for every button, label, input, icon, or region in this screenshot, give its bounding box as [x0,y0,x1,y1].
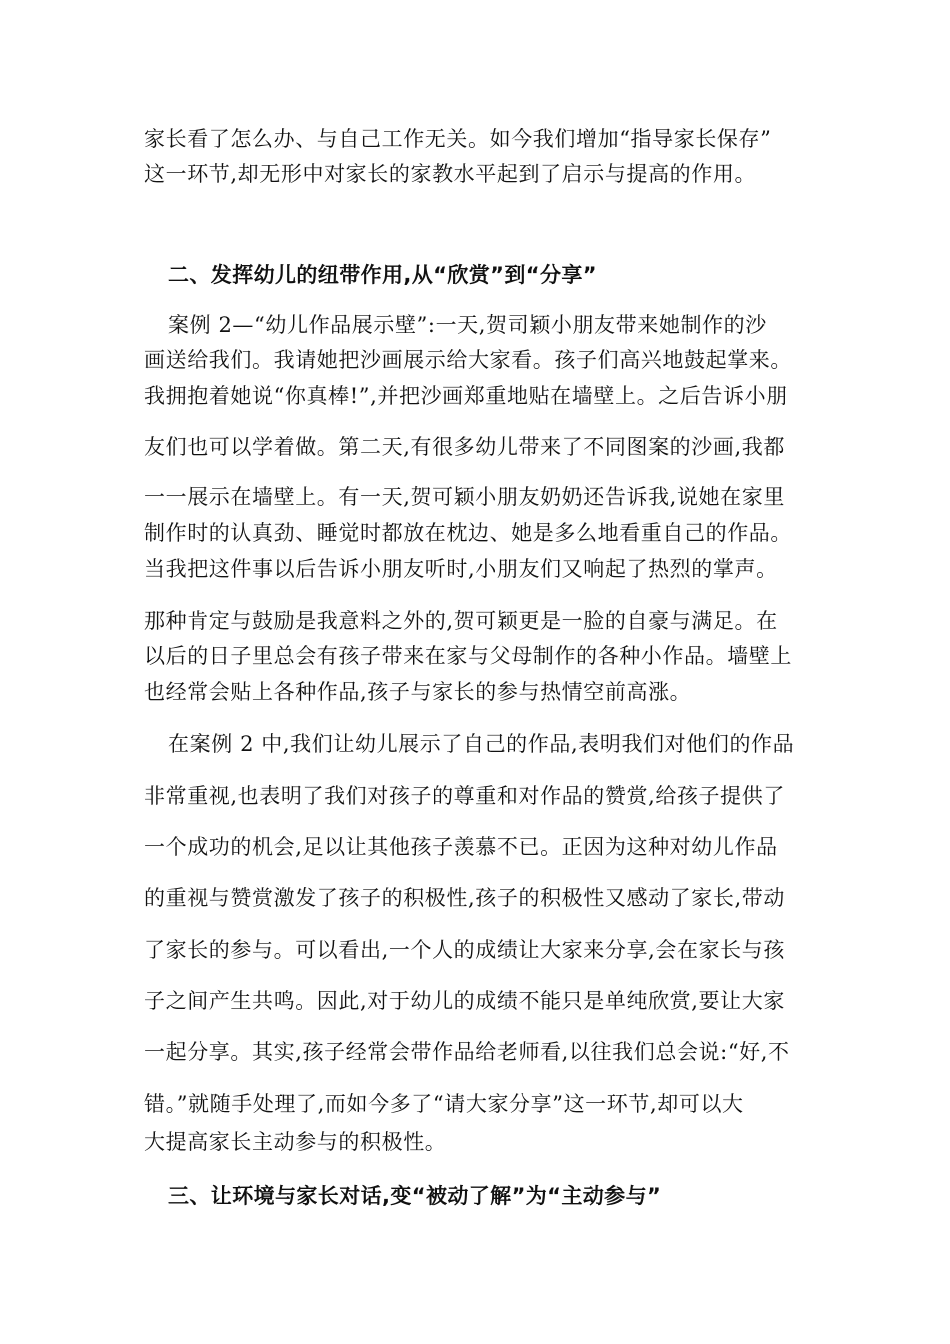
case2-line-5: 一一展示在墙壁上。有一天,贺可颖小朋友奶奶还告诉我,说她在家里 [144,485,785,509]
analysis-line-4: 的重视与赞赏激发了孩子的积极性,孩子的积极性又感动了家长,带动 [144,886,785,910]
case2-line-2: 画送给我们。我请她把沙画展示给大家看。孩子们高兴地鼓起掌来。 [144,348,792,372]
case2-line-8: 那种肯定与鼓励是我意料之外的,贺可颖更是一脸的自豪与满足。在 [144,609,778,633]
case2-line-3: 我拥抱着她说“你真棒!”,并把沙画郑重地贴在墙壁上。之后告诉小朋 [144,384,788,408]
analysis-line-9: 大提高家长主动参与的积极性。 [144,1130,447,1154]
case2-line-7: 当我把这件事以后告诉小朋友听时,小朋友们又响起了热烈的掌声。 [144,557,778,581]
intro-line-1: 家长看了怎么办、与自己工作无关。如今我们增加“指导家长保存” [144,127,772,151]
analysis-line-8: 错。”就随手处理了,而如今多了“请大家分享”这一环节,却可以大 [144,1092,744,1116]
section-heading-3: 三、让环境与家长对话,变“被动了解”为“主动参与” [168,1184,662,1208]
analysis-line-1: 在案例 2 中,我们让幼儿展示了自己的作品,表明我们对他们的作品 [168,732,795,756]
analysis-line-7: 一起分享。其实,孩子经常会带作品给老师看,以往我们总会说:“好,不 [144,1040,790,1064]
case2-line-10: 也经常会贴上各种作品,孩子与家长的参与热情空前高涨。 [144,680,692,704]
case2-line-6: 制作时的认真劲、睡觉时都放在枕边、她是多么地看重自己的作品。 [144,521,792,545]
analysis-line-2: 非常重视,也表明了我们对孩子的尊重和对作品的赞赏,给孩子提供了 [144,784,785,808]
case2-line-4: 友们也可以学着做。第二天,有很多幼儿带来了不同图案的沙画,我都 [144,435,785,459]
analysis-line-3: 一个成功的机会,足以让其他孩子羡慕不已。正因为这种对幼儿作品 [144,835,778,859]
case2-line-1: 案例 2—“幼儿作品展示壁”:一天,贺司颖小朋友带来她制作的沙 [168,313,767,337]
analysis-line-6: 子之间产生共鸣。因此,对于幼儿的成绩不能只是单纯欣赏,要让大家 [144,989,785,1013]
case2-line-9: 以后的日子里总会有孩子带来在家与父母制作的各种小作品。墙壁上 [144,644,792,668]
analysis-line-5: 了家长的参与。可以看出,一个人的成绩让大家来分享,会在家长与孩 [144,938,785,962]
section-heading-2: 二、发挥幼儿的纽带作用,从“欣赏”到“分享” [168,263,597,287]
intro-line-2: 这一环节,却无形中对家长的家教水平起到了启示与提高的作用。 [144,162,757,186]
